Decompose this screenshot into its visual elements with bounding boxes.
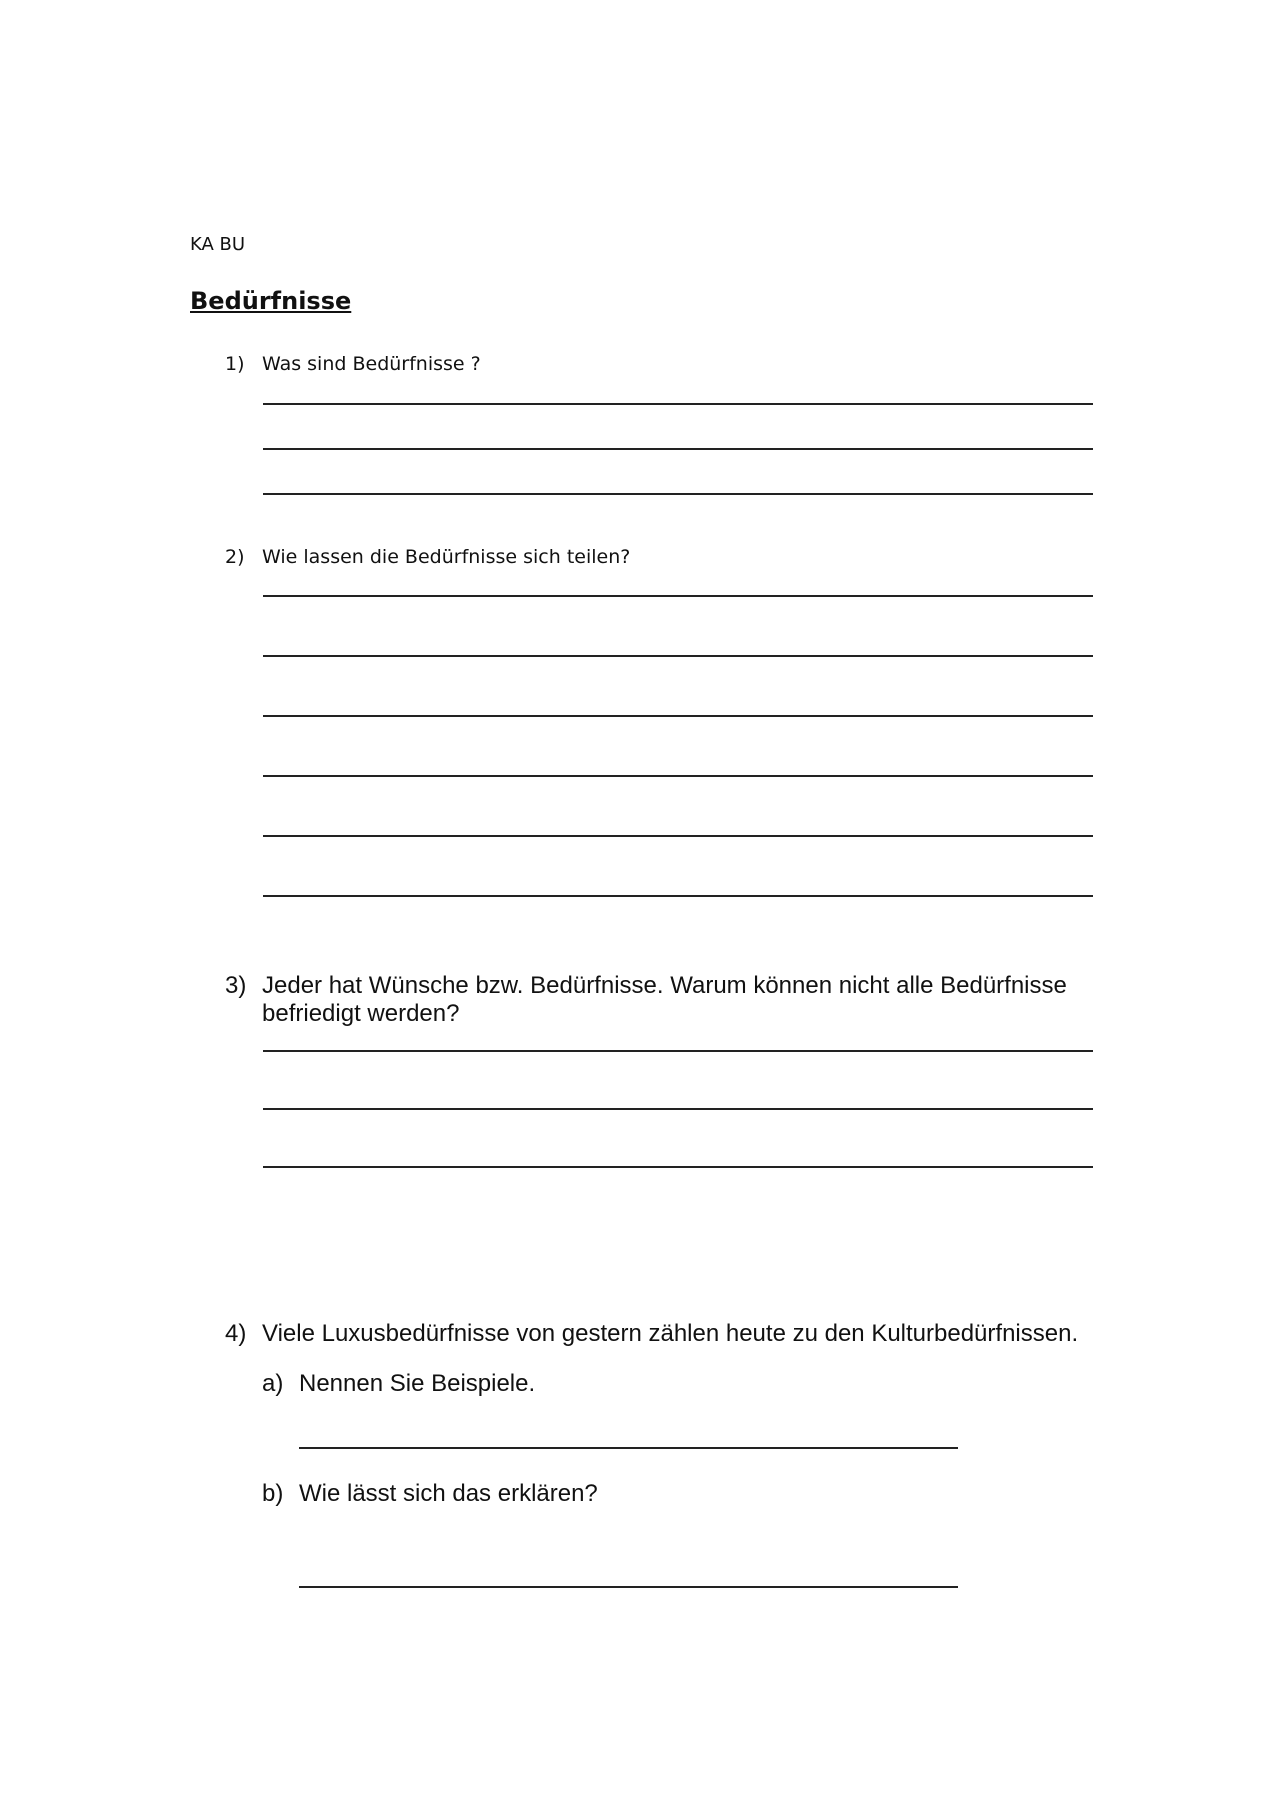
answer-line[interactable] [263, 1166, 1093, 1168]
answer-line[interactable] [299, 1586, 958, 1588]
question-1-text: Was sind Bedürfnisse ? [262, 353, 481, 375]
subquestion-b-text: Wie lässt sich das erklären? [299, 1480, 598, 1507]
question-3-text-line2: befriedigt werden? [262, 1000, 460, 1027]
question-3-number: 3) [225, 972, 247, 999]
page-title: Bedürfnisse [190, 287, 352, 315]
course-header: KA BU [190, 234, 246, 255]
question-3-text-line1: Jeder hat Wünsche bzw. Bedürfnisse. Warum können nicht alle Bedürfnisse [262, 972, 1067, 999]
question-2-number: 2) [225, 546, 245, 568]
question-4-number: 4) [225, 1320, 247, 1347]
question-1-number: 1) [225, 353, 245, 375]
subquestion-a-text: Nennen Sie Beispiele. [299, 1370, 536, 1397]
subquestion-b-letter: b) [262, 1480, 284, 1507]
answer-line[interactable] [299, 1447, 958, 1449]
answer-line[interactable] [263, 448, 1093, 450]
answer-line[interactable] [263, 595, 1093, 597]
answer-line[interactable] [263, 403, 1093, 405]
answer-line[interactable] [263, 775, 1093, 777]
answer-line[interactable] [263, 835, 1093, 837]
answer-line[interactable] [263, 655, 1093, 657]
question-2-text: Wie lassen die Bedürfnisse sich teilen? [262, 546, 631, 568]
answer-line[interactable] [263, 895, 1093, 897]
subquestion-a-letter: a) [262, 1370, 284, 1397]
question-4-text: Viele Luxusbedürfnisse von gestern zählen heute zu den Kulturbedürfnissen. [262, 1320, 1079, 1347]
answer-line[interactable] [263, 1050, 1093, 1052]
answer-line[interactable] [263, 1108, 1093, 1110]
answer-line[interactable] [263, 715, 1093, 717]
answer-line[interactable] [263, 493, 1093, 495]
